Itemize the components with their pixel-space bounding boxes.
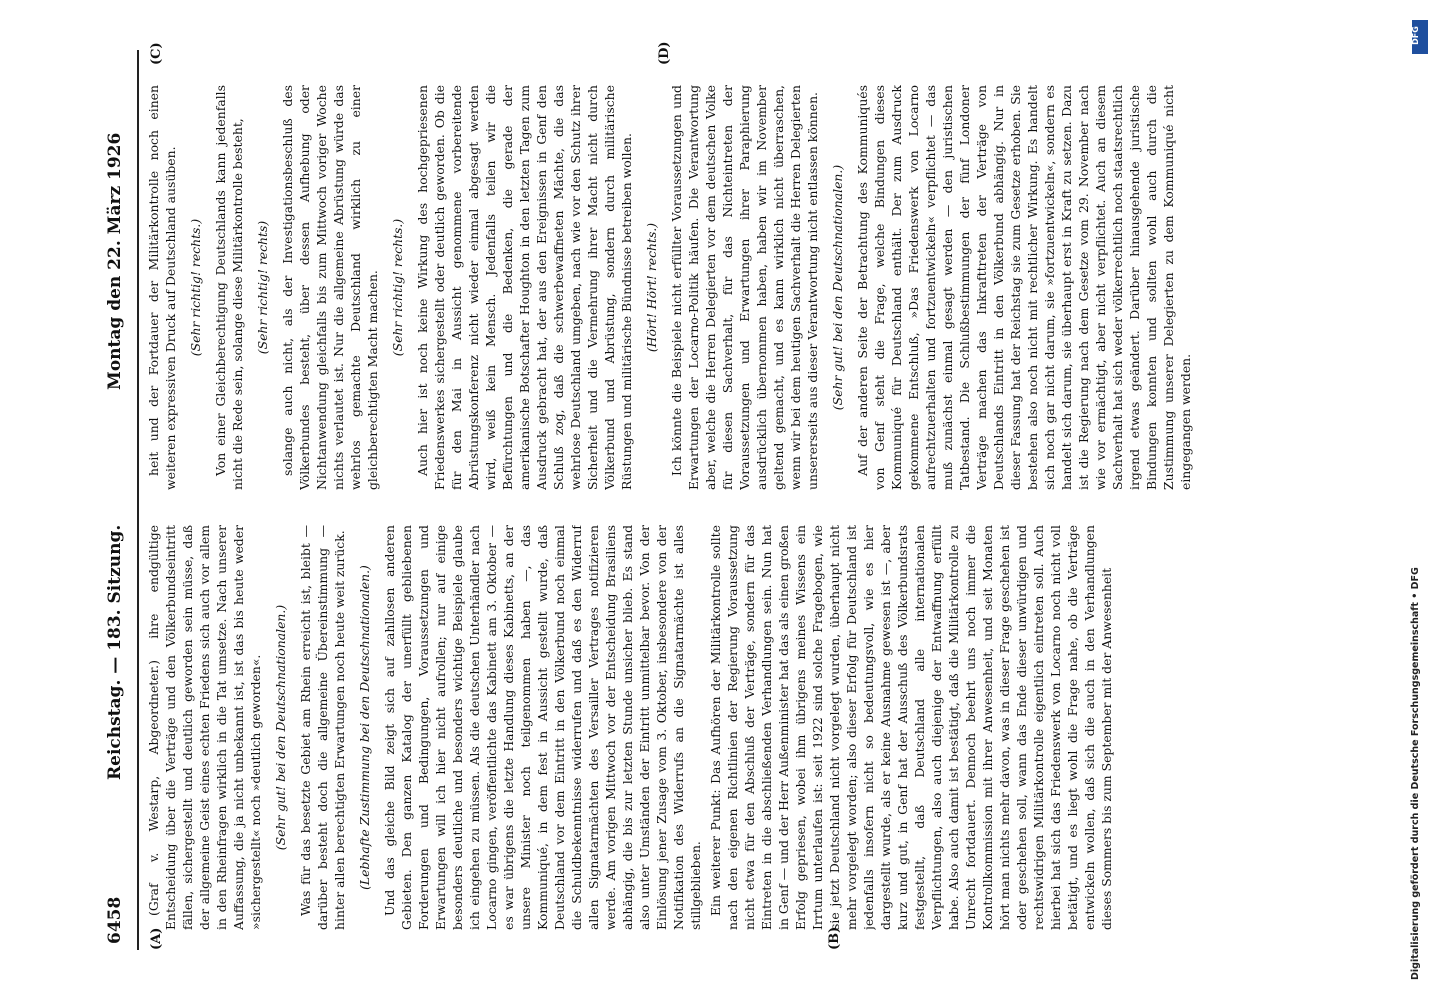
margin-marker-a: (A): [149, 927, 164, 950]
interjection: (Lebhafte Zustimmung bei den Deutschnationalen.): [357, 565, 372, 890]
paragraph: Auch hier ist noch keine Wirkung des hochgepriesenen Friedenswerkes sichergestellt oder deutlich geworden. Ob die für den Mai in Aussicht genommene vorbereitende Abrüstungskonferenz nicht wieder einmal abgesagt werden wird, weiß kein Mensch. Jedenfalls teilen wir die Befürchtungen und die Bedenken, die gerade der amerikanische Botschafter Houghton in den letzten Tagen zum Ausdruck gebracht hat, der aus den Ereignissen in Genf den Schluß zog, daß die schwerbewaffneten Mächte, die das wehrlose Deutschland umgeben, nach wie vor den Schutz ihrer Sicherheit und die Vermehrung ihrer Macht nicht durch Völkerbund und Abrüstung, sondern durch militärische Rüstungen und militärische Bündnisse betreiben wollen.: [415, 85, 634, 490]
interjection: (Sehr gut! bei den Deutschnationalen.): [830, 164, 845, 411]
page-header: [105, 50, 133, 950]
page-number: 6458: [105, 896, 125, 944]
paragraph: Was für das besetzte Gebiet am Rhein erreicht ist, bleibt — darüber besteht doch die allgemeine Übereinstimmung — hinter allen berechtigten Erwartungen noch heute weit zurück.: [298, 525, 347, 930]
header-rule: [137, 50, 139, 950]
interjection: (Hört! Hört! rechts.): [644, 222, 659, 353]
paragraph: Auf der anderen Seite der Betrachtung des Kommuniqués von Genf steht die Frage, welche Bindungen dieses Kommuniqué für Deutschland enthält. Der zum Ausdruck gekommene Entschluß, »Das Friedenswerk von Locarno aufrechtzuerhalten und fortzuentwickeln« verpflichtet — das muß zunächst einmal gesagt werden — den juristischen Tatbestand. Die Schlußbestimmungen der fünf Londoner Verträge machen das Inkrafttreten der Verträge von Deutschlands Eintritt in den Völkerbund abhängig. Nur in dieser Fassung hat der Reichstag sie zum Gesetze erhoben. Sie bestehen also noch nicht mit rechtlicher Wirkung. Es handelt sich noch gar nicht darum, sie »fortzuentwickeln«, sondern es handelt sich darum, sie überhaupt erst in Kraft zu setzen. Dazu ist die Regierung nach dem Gesetze vom 29. November nach wie vor ermächtigt, aber nicht verpflichtet. Auch an diesem Sachverhalt hat sich weder völkerrechtlich noch staatsrechtlich irgend etwas geändert. Darüber hinausgehende juristische Bindungen konnten und sollten wohl auch durch die Zustimmung unserer Delegierten zu dem Kommuniqué nicht eingegangen werden.: [855, 85, 1193, 490]
digitization-sidebar: [1410, 20, 1430, 980]
right-column: [145, 85, 1325, 490]
paragraph: solange auch nicht, als der Investigationsbeschluß des Völkerbundes besteht, über dessen Aufhebung oder Nichtanwendung gleichfalls bis zum Mittwoch voriger Woche nichts verlautet ist. Nur die allgemeine Abrüstung würde das wehrlos gemachte Deutschland wirklich zu einer gleichberechtigten Macht machen.: [280, 85, 380, 490]
interjection: (Sehr richtig! rechts): [255, 220, 270, 355]
paragraph: Von einer Gleichberechtigung Deutschlands kann jedenfalls nicht die Rede sein, solange diese Militärkontrolle besteht,: [213, 85, 245, 490]
paragraph: Und das gleiche Bild zeigt sich auf zahllosen anderen Gebieten. Den ganzen Katalog der unerfüllt gebliebenen Forderungen und Bedingungen, Voraussetzungen und Erwartungen will ich hier nicht aufrollen; nur auf einige besonders deutliche und besonders wichtige Beispiele glaube ich eingehen zu müssen. Als die deutschen Unterhändler nach Locarno gingen, veröffentlichte das Kabinett am 3. Oktober — es war übrigens die letzte Handlung dieses Kabinetts, an der unsere Minister noch teilgenommen haben —, das Kommuniqué, in dem fest in Aussicht gestellt wurde, daß Deutschland vor dem Eintritt in den Völkerbund noch einmal die Schuldbekenntnisse widerrufen und daß es den Widerruf allen Signatarmächten des Versailler Vertrages notifizieren werde. Am vorigen Mittwoch vor der Entscheidung Brasiliens abhängig, die bis zur letzten Stunde unsicher blieb. Es stand also unter Umständen der Eintritt unmittelbar bevor. Von der Einlösung jener Zusage vom 3. Oktober, insbesondere von der Notifikation des Widerrufs an die Signatarmächte ist alles stillgeblieben.: [382, 525, 703, 930]
margin-marker-d: (D): [657, 41, 672, 65]
margin-marker-c: (C): [149, 42, 164, 65]
interjection: (Sehr richtig! rechts.): [188, 218, 203, 357]
paragraph: Ich könnte die Beispiele nicht erfüllter Voraussetzungen und Erwartungen der Locarno-Politik häufen. Die Verantwortung aber, welche die Herren Delegierten vor dem deutschen Volke für diesen Sachverhalt, für das Nichteintreten der Voraussetzungen und Erwartungen ihrer Paraphierung ausdrücklich übernommen haben, haben wir im November geltend gemacht, und es kann wirklich nicht überraschen, wenn wir bei dem heutigen Sachverhalt die Herren Delegierten unsererseits aus dieser Verantwortung nicht entlassen können.: [669, 85, 820, 490]
running-title: Reichstag. — 183. Sitzung.: [105, 524, 125, 780]
interjection: (Sehr gut! bei den Deutschnationalen.): [273, 604, 288, 851]
interjection: (Sehr richtig! rechts.): [390, 218, 405, 357]
margin-marker-b: (B): [827, 926, 842, 950]
left-column: [145, 525, 1325, 930]
session-date: Montag den 22. März 1926: [105, 132, 125, 390]
paragraph: (Graf v. Westarp, Abgeordneter.) ihre endgültige Entscheidung über die Verträge und den Völkerbundseintritt fällen, sichergestellt und deutlich geworden sein müsse, daß der allgemeine Geist eines echten Friedens sich auch vor allem in den Rheinfragen wirklich in die Tat umsetze. Nach unserer Auffassung, die ja nicht unbekannt ist, ist das bis heute weder »sichergestellt« noch »deutlich geworden«.: [146, 525, 263, 930]
digitization-credit: Digitalisierung gefördert durch die Deutsche Forschungsgemeinschaft • DFG: [1410, 567, 1421, 980]
paragraph: Ein weiterer Punkt: Das Aufhören der Militärkontrolle sollte nach den eigenen Richtlinien der Regierung Voraussetzung nicht etwa für den Abschluß der Verträge, sondern für das Eintreten in die abschließenden Verhandlungen sein. Nun hat in Genf — und der Herr Außenminister hat das als einen großen Erfolg gepriesen, wobei ihm übrigens meines Wissens ein Irrtum unterlaufen ist: seit 1922 sind solche Fragebogen, wie sie jetzt Deutschland nicht vorgelegt wurden, überhaupt nicht mehr vorgelegt worden; also dieser Erfolg für Deutschland ist jedenfalls insofern nicht so bedeutungsvoll, wie es hier dargestellt wurde, als er keine Ausnahme gewesen ist —, aber kurz und gut, in Genf hat der Ausschuß des Völkerbundsrats festgestellt, daß Deutschland alle internationalen Verpflichtungen, also auch diejenige der Entwaffnung erfüllt habe. Also auch damit ist bestätigt, daß die Militärkontrolle zu Unrecht fortdauert. Dennoch beehrt uns noch immer die Kontrollkommission mit ihrer Anwesenheit, und seit Monaten hört man nichts mehr davon, was in dieser Frage geschehen ist oder geschehen soll, wann das Ende dieser unwürdigen und rechtswidrigen Militärkontrolle eigentlich eintreten soll. Auch hierbei hat sich das Friedenswerk von Locarno noch nicht voll betätigt, und es liegt wohl die Frage nahe, ob die Verträge entwickeln wollen, daß sich die auch in den Verhandlungen dieses Sommers bis zum September mit der Anwesenheit: [708, 525, 1114, 930]
paragraph: heit und der Fortdauer der Militärkontrolle noch einen weiteren expressiven Druck auf Deutschland ausüben.: [146, 85, 178, 490]
dfg-logo: DFG: [1412, 20, 1428, 54]
rotated-page: [67, 41, 1367, 950]
